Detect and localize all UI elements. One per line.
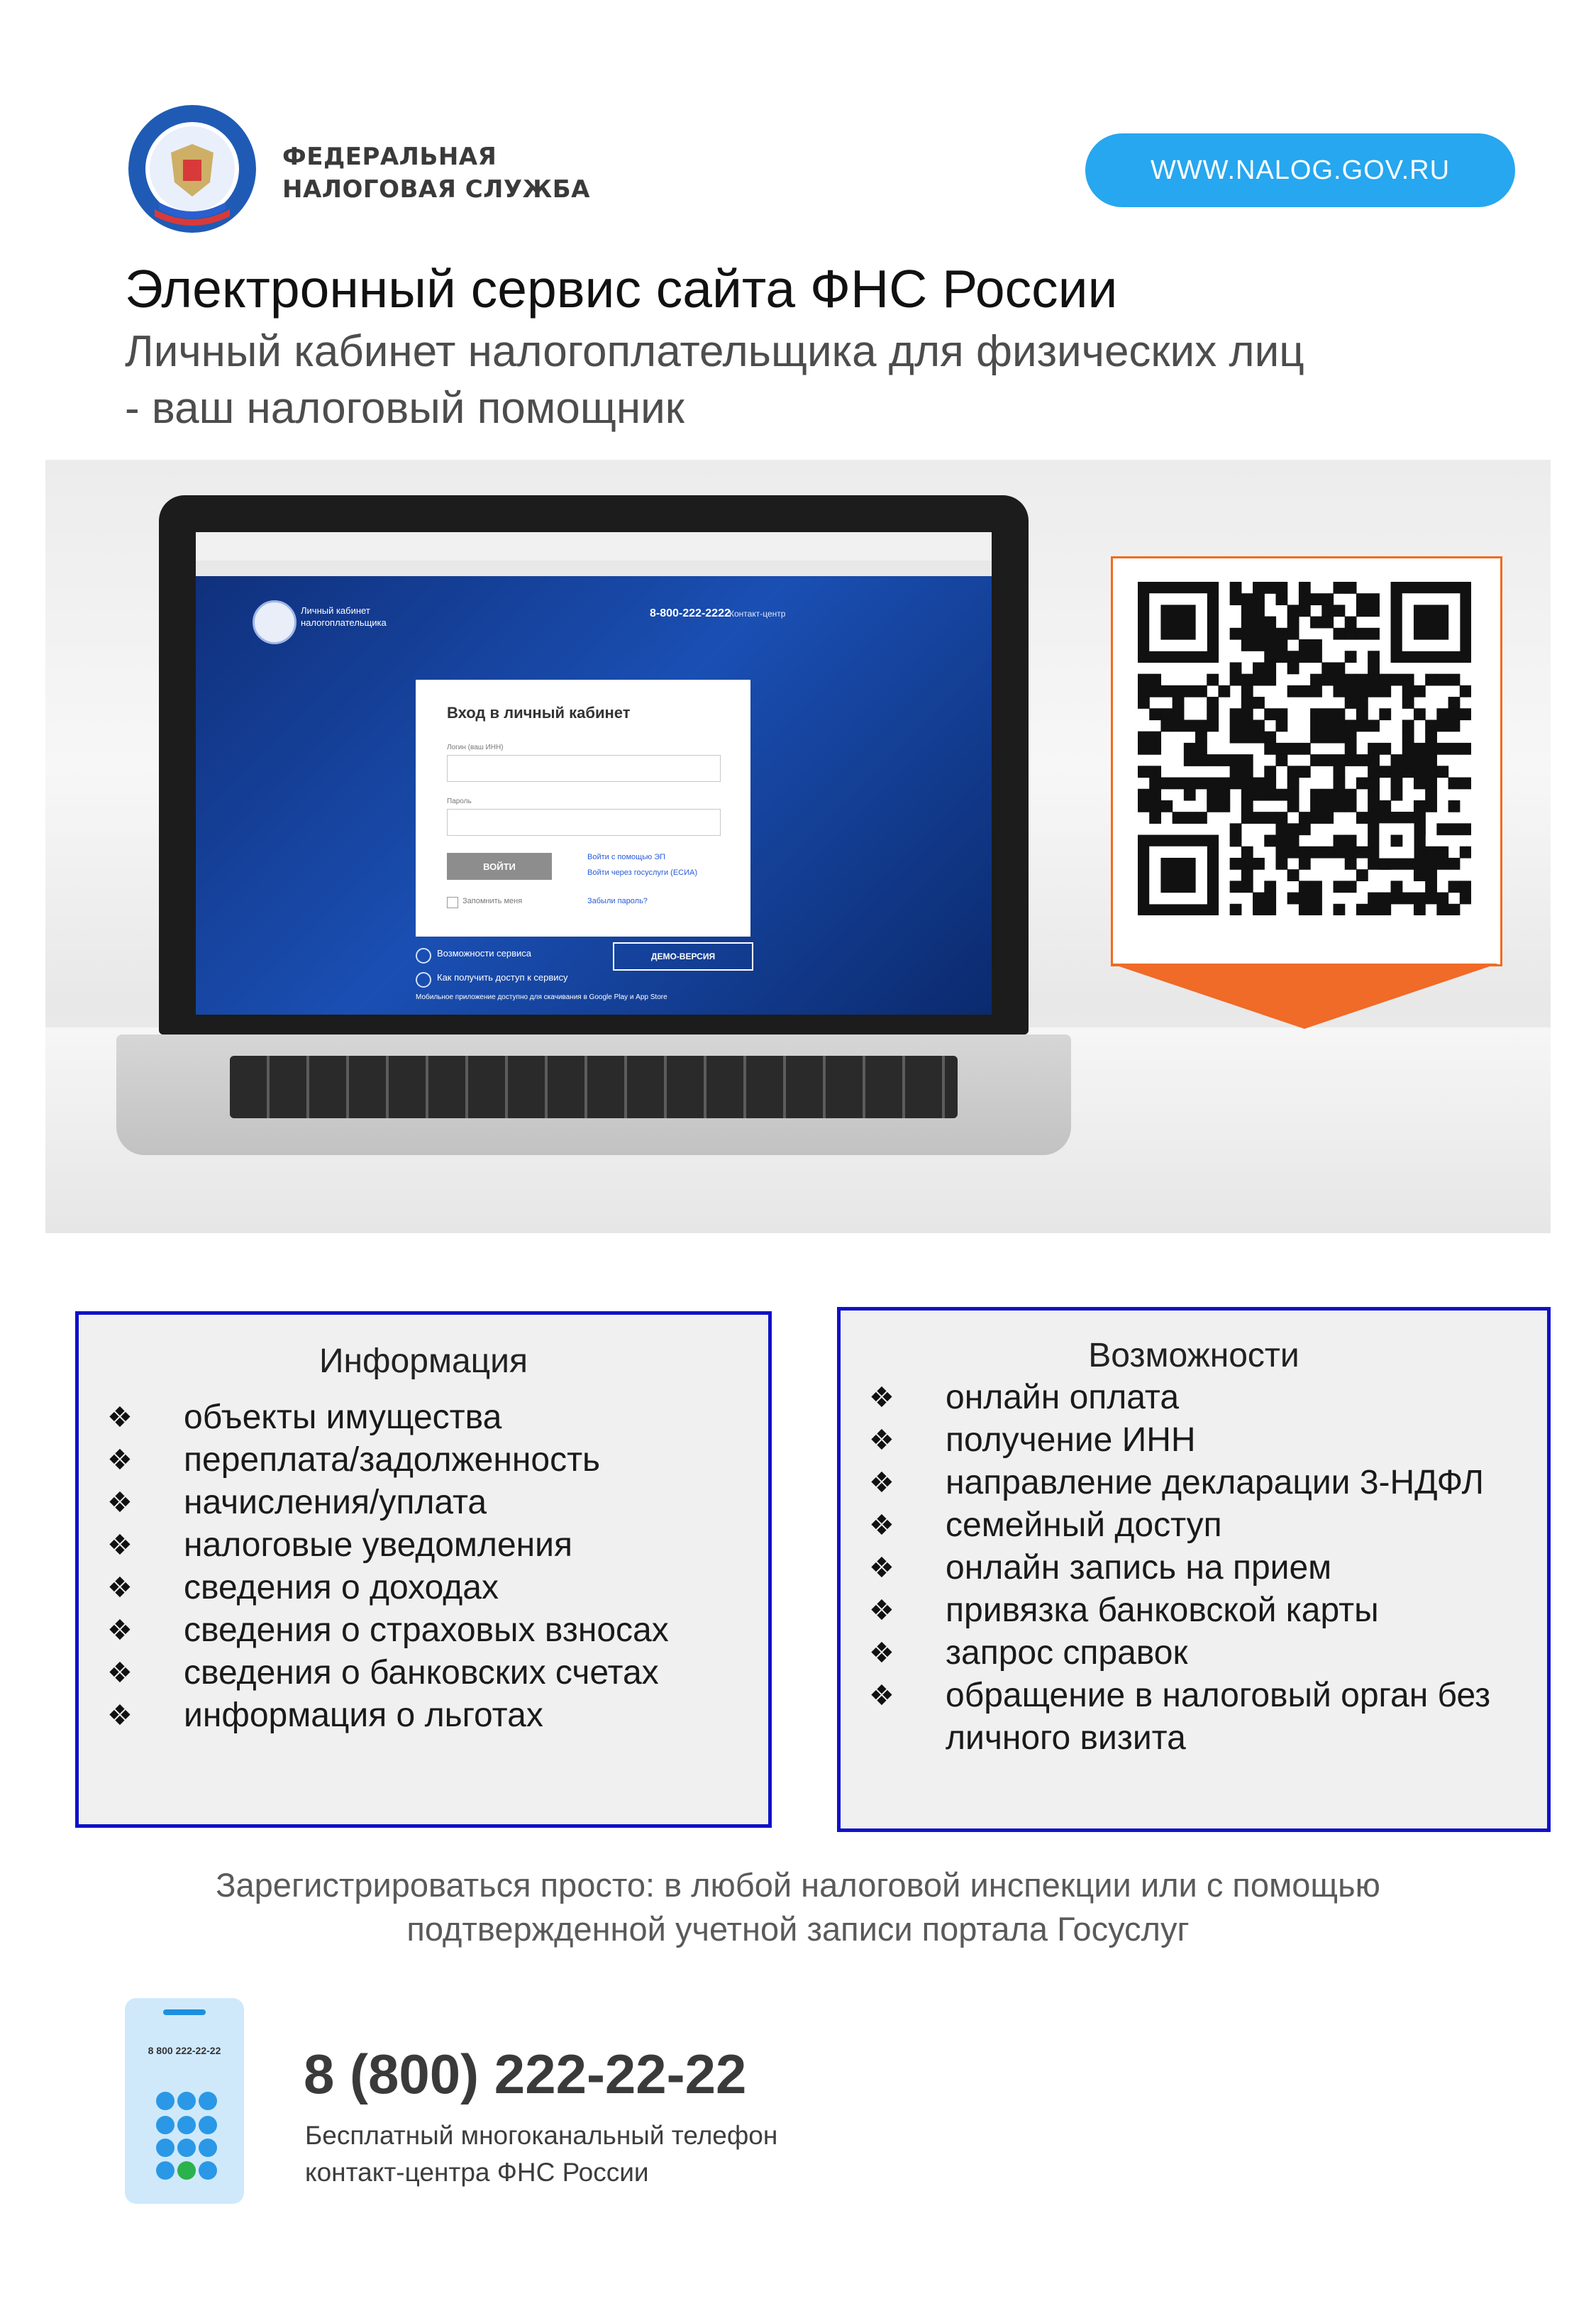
keypad-dot xyxy=(177,2116,196,2134)
diamond-bullet-icon: ❖ xyxy=(869,1510,894,1541)
list-item xyxy=(107,1694,746,1737)
keypad-dot xyxy=(199,2161,217,2180)
website-link[interactable]: WWW.NALOG.GOV.RU xyxy=(1085,133,1515,207)
contact-desc-line1: Бесплатный многоканальный телефон xyxy=(305,2121,778,2150)
browser-toolbar xyxy=(196,532,992,561)
list-item xyxy=(869,1675,1507,1760)
info-list xyxy=(107,1396,768,1737)
check-circle-icon xyxy=(416,948,431,964)
list-item xyxy=(869,1377,1507,1419)
page-title: Электронный сервис сайта ФНС России xyxy=(125,259,1118,319)
screen-phone: 8-800-222-2222 xyxy=(650,607,731,619)
fns-emblem-icon xyxy=(126,103,258,235)
list-item xyxy=(107,1396,746,1439)
list-item-text: сведения о страховых взносах xyxy=(184,1611,669,1649)
screen-cabinet-line2: налогоплательщика xyxy=(301,617,387,628)
list-item-text: запрос справок xyxy=(946,1634,1188,1672)
registration-line1: Зарегистрироваться просто: в любой налоговой инспекции или с помощью xyxy=(216,1866,1380,1904)
subtitle-line1: Личный кабинет налогоплательщика для физических лиц xyxy=(125,327,1304,376)
features-list xyxy=(869,1377,1547,1760)
list-item xyxy=(869,1504,1507,1547)
diamond-bullet-icon: ❖ xyxy=(107,1402,133,1433)
login-title: Вход в личный кабинет xyxy=(447,704,631,722)
diamond-bullet-icon: ❖ xyxy=(107,1615,133,1646)
list-item-text: сведения о банковских счетах xyxy=(184,1654,659,1692)
screen-cabinet-line1: Личный кабинет xyxy=(301,605,370,616)
list-item xyxy=(107,1482,746,1524)
remember-label: Запомнить меня xyxy=(462,897,523,905)
laptop-screen xyxy=(196,532,992,1015)
screen-cabinet-title xyxy=(301,605,387,629)
list-item-text: информация о льготах xyxy=(184,1697,543,1734)
contact-desc-line2: контакт-центра ФНС России xyxy=(305,2158,649,2187)
list-item-text: онлайн запись на прием xyxy=(946,1549,1332,1587)
remember-checkbox[interactable] xyxy=(447,897,458,908)
screen-mobile-text: Мобильное приложение доступно для скачивания в Google Play и App Store xyxy=(416,993,667,1001)
keypad-dot xyxy=(199,2139,217,2157)
diamond-bullet-icon: ❖ xyxy=(869,1382,894,1413)
features-box xyxy=(837,1307,1551,1832)
list-item-text: начисления/уплата xyxy=(184,1484,487,1521)
diamond-bullet-icon: ❖ xyxy=(107,1700,133,1731)
keypad-dot xyxy=(156,2116,174,2134)
screen-features[interactable]: Возможности сервиса xyxy=(437,948,532,959)
subtitle-line2: - ваш налоговый помощник xyxy=(125,384,685,433)
qr-code-icon[interactable] xyxy=(1138,582,1471,915)
diamond-bullet-icon: ❖ xyxy=(869,1467,894,1499)
laptop-lid xyxy=(159,495,1029,1035)
list-item-text: обращение в налоговый орган без личного визита xyxy=(946,1677,1491,1757)
list-item xyxy=(869,1547,1507,1589)
phone-number-small: 8 800 222-22-22 xyxy=(148,2045,221,2056)
laptop-banner xyxy=(45,460,1551,1233)
list-item xyxy=(107,1524,746,1567)
keypad-dot xyxy=(177,2092,196,2110)
org-name xyxy=(282,140,590,206)
keypad-dot xyxy=(156,2139,174,2157)
list-item-text: направление декларации 3-НДФЛ xyxy=(946,1464,1485,1501)
diamond-bullet-icon: ❖ xyxy=(107,1572,133,1604)
keypad-dot xyxy=(199,2116,217,2134)
browser-bookmarks xyxy=(196,561,992,576)
laptop-keyboard xyxy=(230,1056,958,1118)
diamond-bullet-icon: ❖ xyxy=(869,1552,894,1584)
org-name-line2: НАЛОГОВАЯ СЛУЖБА xyxy=(282,175,590,204)
keypad-dot xyxy=(177,2161,196,2180)
info-box xyxy=(75,1311,772,1828)
phone-speaker xyxy=(163,2009,206,2015)
login-form xyxy=(416,680,750,937)
registration-note xyxy=(0,1863,1596,1951)
screen-contact: Контакт-центр xyxy=(729,609,786,619)
info-title: Информация xyxy=(319,1342,528,1380)
keypad-dot xyxy=(199,2092,217,2110)
list-item-text: получение ИНН xyxy=(946,1421,1196,1459)
registration-line2: подтвержденной учетной записи портала Госуслуг xyxy=(406,1910,1190,1948)
link-esia[interactable]: Войти через госуслуги (ЕСИА) xyxy=(587,868,698,877)
phone-icon xyxy=(125,1998,244,2204)
keypad-dot xyxy=(156,2092,174,2110)
diamond-bullet-icon: ❖ xyxy=(107,1445,133,1476)
screen-how-access[interactable]: Как получить доступ к сервису xyxy=(437,972,568,983)
contact-phone[interactable]: 8 (800) 222-22-22 xyxy=(304,2043,747,2105)
list-item xyxy=(107,1567,746,1609)
list-item xyxy=(869,1632,1507,1675)
list-item xyxy=(869,1419,1507,1462)
page-subtitle xyxy=(125,324,1304,437)
list-item-text: переплата/задолженность xyxy=(184,1441,601,1479)
forgot-link[interactable]: Забыли пароль? xyxy=(587,897,648,905)
login-button[interactable]: ВОЙТИ xyxy=(447,853,552,880)
password-input[interactable] xyxy=(447,809,721,836)
diamond-bullet-icon: ❖ xyxy=(869,1638,894,1669)
keypad-dot xyxy=(177,2139,196,2157)
diamond-bullet-icon: ❖ xyxy=(869,1680,894,1711)
contact-description xyxy=(305,2117,777,2191)
list-item-text: онлайн оплата xyxy=(946,1379,1180,1416)
list-item xyxy=(107,1652,746,1694)
list-item xyxy=(107,1439,746,1482)
login-label: Логин (ваш ИНН) xyxy=(447,744,504,751)
diamond-bullet-icon: ❖ xyxy=(869,1425,894,1456)
list-item-text: сведения о доходах xyxy=(184,1569,499,1606)
laptop-base xyxy=(116,1035,1071,1155)
arrow-down-icon xyxy=(1111,964,1498,1029)
keypad-dot xyxy=(156,2161,174,2180)
password-label: Пароль xyxy=(447,798,472,805)
demo-button[interactable]: ДЕМО-ВЕРСИЯ xyxy=(613,942,753,971)
link-ep[interactable]: Войти с помощью ЭП xyxy=(587,853,666,861)
list-item xyxy=(869,1589,1507,1632)
org-name-line1: ФЕДЕРАЛЬНАЯ xyxy=(282,143,497,171)
list-item-text: семейный доступ xyxy=(946,1506,1222,1544)
list-item xyxy=(869,1462,1507,1504)
features-title: Возможности xyxy=(1088,1337,1299,1374)
list-item-text: объекты имущества xyxy=(184,1399,502,1436)
diamond-bullet-icon: ❖ xyxy=(869,1595,894,1626)
login-input[interactable] xyxy=(447,755,721,782)
list-item-text: привязка банковской карты xyxy=(946,1591,1379,1629)
diamond-bullet-icon: ❖ xyxy=(107,1487,133,1518)
list-item-text: налоговые уведомления xyxy=(184,1526,572,1564)
diamond-bullet-icon: ❖ xyxy=(107,1530,133,1561)
screen-logo-icon xyxy=(253,600,297,644)
diamond-bullet-icon: ❖ xyxy=(107,1657,133,1689)
check-circle-icon xyxy=(416,972,431,988)
list-item xyxy=(107,1609,746,1652)
